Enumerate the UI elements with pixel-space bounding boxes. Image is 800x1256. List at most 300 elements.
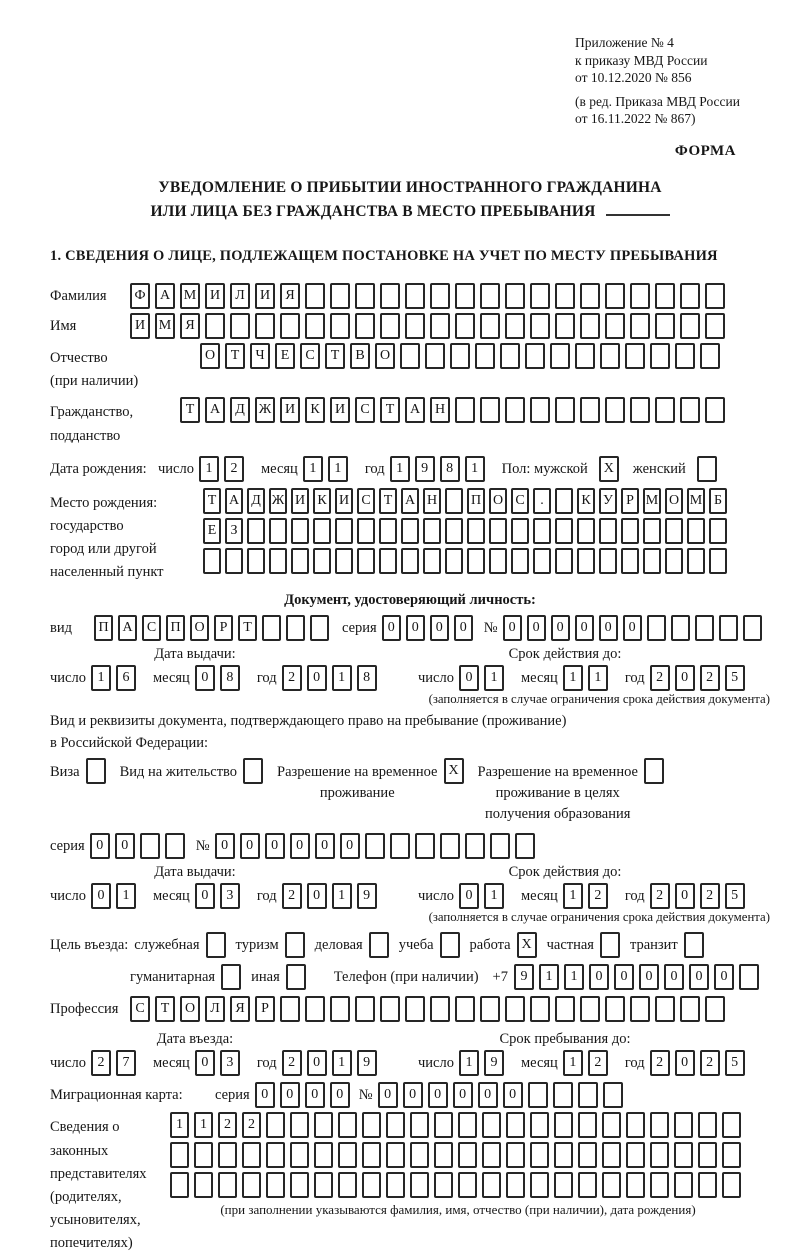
char-cell[interactable]: Ж: [255, 397, 275, 423]
char-cell[interactable]: [247, 548, 265, 574]
char-cell[interactable]: [528, 1082, 548, 1108]
char-cell[interactable]: 0: [382, 615, 401, 641]
char-cell[interactable]: [445, 518, 463, 544]
char-cell[interactable]: 5: [725, 665, 745, 691]
char-cell[interactable]: К: [577, 488, 595, 514]
char-cell[interactable]: А: [225, 488, 243, 514]
char-cell[interactable]: 0: [551, 615, 570, 641]
char-cell[interactable]: [675, 343, 695, 369]
char-cell[interactable]: [305, 313, 325, 339]
char-cell[interactable]: [266, 1112, 285, 1138]
purpose-other-checkbox[interactable]: [286, 964, 306, 990]
char-cell[interactable]: 2: [242, 1112, 261, 1138]
char-cell[interactable]: [555, 488, 573, 514]
char-cell[interactable]: Ж: [269, 488, 287, 514]
char-cell[interactable]: [430, 283, 450, 309]
char-cell[interactable]: [291, 548, 309, 574]
char-cell[interactable]: 2: [282, 883, 302, 909]
char-cell[interactable]: [465, 833, 485, 859]
char-cell[interactable]: Я: [230, 996, 250, 1022]
char-cell[interactable]: [410, 1142, 429, 1168]
char-cell[interactable]: [705, 996, 725, 1022]
char-cell[interactable]: [550, 343, 570, 369]
char-cell[interactable]: [687, 518, 705, 544]
char-cell[interactable]: [335, 548, 353, 574]
char-cell[interactable]: 2: [650, 883, 670, 909]
char-cell[interactable]: [330, 996, 350, 1022]
sex-female-checkbox[interactable]: [697, 456, 717, 482]
char-cell[interactable]: [266, 1142, 285, 1168]
char-cell[interactable]: [482, 1172, 501, 1198]
char-cell[interactable]: О: [375, 343, 395, 369]
char-cell[interactable]: [577, 518, 595, 544]
char-cell[interactable]: С: [130, 996, 150, 1022]
char-cell[interactable]: 2: [218, 1112, 237, 1138]
char-cell[interactable]: [480, 283, 500, 309]
char-cell[interactable]: [655, 397, 675, 423]
char-cell[interactable]: И: [205, 283, 225, 309]
char-cell[interactable]: 0: [430, 615, 449, 641]
char-cell[interactable]: [380, 283, 400, 309]
char-cell[interactable]: [605, 313, 625, 339]
char-cell[interactable]: 1: [588, 665, 608, 691]
char-cell[interactable]: Т: [180, 397, 200, 423]
char-cell[interactable]: 0: [459, 883, 479, 909]
char-cell[interactable]: .: [533, 488, 551, 514]
char-cell[interactable]: Т: [379, 488, 397, 514]
char-cell[interactable]: 2: [282, 665, 302, 691]
char-cell[interactable]: [722, 1112, 741, 1138]
char-cell[interactable]: С: [511, 488, 529, 514]
char-cell[interactable]: К: [313, 488, 331, 514]
char-cell[interactable]: [480, 397, 500, 423]
char-cell[interactable]: [722, 1172, 741, 1198]
char-cell[interactable]: К: [305, 397, 325, 423]
char-cell[interactable]: 0: [305, 1082, 325, 1108]
char-cell[interactable]: 0: [454, 615, 473, 641]
char-cell[interactable]: [242, 1172, 261, 1198]
char-cell[interactable]: 0: [614, 964, 634, 990]
char-cell[interactable]: 0: [459, 665, 479, 691]
char-cell[interactable]: Я: [280, 283, 300, 309]
char-cell[interactable]: Р: [621, 488, 639, 514]
char-cell[interactable]: 0: [599, 615, 618, 641]
char-cell[interactable]: 0: [639, 964, 659, 990]
char-cell[interactable]: [405, 313, 425, 339]
char-cell[interactable]: 8: [220, 665, 240, 691]
char-cell[interactable]: [140, 833, 160, 859]
char-cell[interactable]: 0: [307, 1050, 327, 1076]
char-cell[interactable]: 1: [390, 456, 410, 482]
char-cell[interactable]: [555, 996, 575, 1022]
char-cell[interactable]: 0: [675, 665, 695, 691]
char-cell[interactable]: [482, 1112, 501, 1138]
char-cell[interactable]: А: [401, 488, 419, 514]
purpose-business-checkbox[interactable]: [206, 932, 226, 958]
char-cell[interactable]: [430, 996, 450, 1022]
char-cell[interactable]: 2: [224, 456, 244, 482]
char-cell[interactable]: [599, 518, 617, 544]
char-cell[interactable]: [386, 1172, 405, 1198]
char-cell[interactable]: О: [665, 488, 683, 514]
char-cell[interactable]: 1: [484, 665, 504, 691]
study-permit-checkbox[interactable]: [644, 758, 664, 784]
char-cell[interactable]: [467, 518, 485, 544]
char-cell[interactable]: [739, 964, 759, 990]
char-cell[interactable]: [578, 1142, 597, 1168]
char-cell[interactable]: [555, 548, 573, 574]
visa-checkbox[interactable]: [86, 758, 106, 784]
char-cell[interactable]: И: [335, 488, 353, 514]
char-cell[interactable]: [506, 1112, 525, 1138]
char-cell[interactable]: [225, 548, 243, 574]
char-cell[interactable]: П: [467, 488, 485, 514]
char-cell[interactable]: Ч: [250, 343, 270, 369]
char-cell[interactable]: П: [166, 615, 185, 641]
char-cell[interactable]: [722, 1142, 741, 1168]
char-cell[interactable]: [430, 313, 450, 339]
char-cell[interactable]: А: [118, 615, 137, 641]
char-cell[interactable]: [445, 488, 463, 514]
char-cell[interactable]: 2: [650, 1050, 670, 1076]
char-cell[interactable]: 2: [700, 665, 720, 691]
char-cell[interactable]: О: [489, 488, 507, 514]
char-cell[interactable]: 9: [514, 964, 534, 990]
char-cell[interactable]: [578, 1172, 597, 1198]
char-cell[interactable]: [680, 996, 700, 1022]
char-cell[interactable]: 0: [378, 1082, 398, 1108]
char-cell[interactable]: [530, 996, 550, 1022]
char-cell[interactable]: [698, 1172, 717, 1198]
char-cell[interactable]: 1: [91, 665, 111, 691]
char-cell[interactable]: 2: [91, 1050, 111, 1076]
char-cell[interactable]: Д: [230, 397, 250, 423]
char-cell[interactable]: [577, 548, 595, 574]
char-cell[interactable]: [650, 1142, 669, 1168]
char-cell[interactable]: [553, 1082, 573, 1108]
char-cell[interactable]: [480, 996, 500, 1022]
char-cell[interactable]: [525, 343, 545, 369]
char-cell[interactable]: [626, 1142, 645, 1168]
char-cell[interactable]: [605, 397, 625, 423]
char-cell[interactable]: 2: [282, 1050, 302, 1076]
char-cell[interactable]: 1: [194, 1112, 213, 1138]
char-cell[interactable]: [355, 313, 375, 339]
char-cell[interactable]: 1: [539, 964, 559, 990]
sex-male-checkbox[interactable]: X: [599, 456, 619, 482]
char-cell[interactable]: 1: [170, 1112, 189, 1138]
char-cell[interactable]: 9: [357, 883, 377, 909]
char-cell[interactable]: 0: [195, 883, 215, 909]
char-cell[interactable]: О: [180, 996, 200, 1022]
char-cell[interactable]: [505, 313, 525, 339]
char-cell[interactable]: [314, 1142, 333, 1168]
char-cell[interactable]: [665, 518, 683, 544]
char-cell[interactable]: [218, 1142, 237, 1168]
char-cell[interactable]: [423, 548, 441, 574]
char-cell[interactable]: [314, 1112, 333, 1138]
char-cell[interactable]: 1: [199, 456, 219, 482]
purpose-transit-checkbox[interactable]: [684, 932, 704, 958]
char-cell[interactable]: [305, 996, 325, 1022]
char-cell[interactable]: [458, 1112, 477, 1138]
char-cell[interactable]: [455, 313, 475, 339]
char-cell[interactable]: [401, 518, 419, 544]
char-cell[interactable]: Р: [214, 615, 233, 641]
char-cell[interactable]: 1: [116, 883, 136, 909]
char-cell[interactable]: [280, 313, 300, 339]
temp-permit-checkbox[interactable]: X: [444, 758, 464, 784]
char-cell[interactable]: [655, 996, 675, 1022]
char-cell[interactable]: [674, 1112, 693, 1138]
char-cell[interactable]: 8: [440, 456, 460, 482]
char-cell[interactable]: [380, 996, 400, 1022]
char-cell[interactable]: [400, 343, 420, 369]
char-cell[interactable]: [709, 518, 727, 544]
char-cell[interactable]: [401, 548, 419, 574]
char-cell[interactable]: [255, 313, 275, 339]
char-cell[interactable]: [405, 283, 425, 309]
char-cell[interactable]: [530, 1142, 549, 1168]
char-cell[interactable]: [242, 1142, 261, 1168]
char-cell[interactable]: [698, 1112, 717, 1138]
char-cell[interactable]: [291, 518, 309, 544]
char-cell[interactable]: [480, 313, 500, 339]
char-cell[interactable]: [580, 283, 600, 309]
char-cell[interactable]: [170, 1142, 189, 1168]
char-cell[interactable]: 9: [484, 1050, 504, 1076]
char-cell[interactable]: [247, 518, 265, 544]
char-cell[interactable]: С: [355, 397, 375, 423]
char-cell[interactable]: [511, 548, 529, 574]
char-cell[interactable]: 1: [563, 665, 583, 691]
char-cell[interactable]: [674, 1172, 693, 1198]
char-cell[interactable]: 0: [453, 1082, 473, 1108]
char-cell[interactable]: [621, 518, 639, 544]
purpose-tourism-checkbox[interactable]: [285, 932, 305, 958]
char-cell[interactable]: И: [280, 397, 300, 423]
char-cell[interactable]: 0: [307, 883, 327, 909]
char-cell[interactable]: [719, 615, 738, 641]
char-cell[interactable]: [695, 615, 714, 641]
char-cell[interactable]: 0: [575, 615, 594, 641]
char-cell[interactable]: [709, 548, 727, 574]
char-cell[interactable]: [630, 996, 650, 1022]
char-cell[interactable]: 0: [406, 615, 425, 641]
char-cell[interactable]: 1: [564, 964, 584, 990]
char-cell[interactable]: [655, 283, 675, 309]
char-cell[interactable]: И: [255, 283, 275, 309]
char-cell[interactable]: 1: [563, 883, 583, 909]
char-cell[interactable]: А: [205, 397, 225, 423]
char-cell[interactable]: [386, 1142, 405, 1168]
char-cell[interactable]: 2: [588, 883, 608, 909]
purpose-commercial-checkbox[interactable]: [369, 932, 389, 958]
char-cell[interactable]: [580, 313, 600, 339]
char-cell[interactable]: [313, 548, 331, 574]
char-cell[interactable]: [194, 1142, 213, 1168]
char-cell[interactable]: [338, 1172, 357, 1198]
char-cell[interactable]: [455, 283, 475, 309]
char-cell[interactable]: [680, 283, 700, 309]
char-cell[interactable]: [357, 518, 375, 544]
char-cell[interactable]: [489, 518, 507, 544]
char-cell[interactable]: Я: [180, 313, 200, 339]
char-cell[interactable]: [362, 1142, 381, 1168]
char-cell[interactable]: [533, 548, 551, 574]
char-cell[interactable]: [467, 548, 485, 574]
char-cell[interactable]: [630, 313, 650, 339]
char-cell[interactable]: С: [142, 615, 161, 641]
char-cell[interactable]: 2: [700, 883, 720, 909]
char-cell[interactable]: [554, 1172, 573, 1198]
char-cell[interactable]: 0: [503, 615, 522, 641]
char-cell[interactable]: [630, 283, 650, 309]
char-cell[interactable]: 7: [116, 1050, 136, 1076]
char-cell[interactable]: [533, 518, 551, 544]
char-cell[interactable]: [218, 1172, 237, 1198]
char-cell[interactable]: [603, 1082, 623, 1108]
char-cell[interactable]: 0: [340, 833, 360, 859]
char-cell[interactable]: Ф: [130, 283, 150, 309]
char-cell[interactable]: О: [200, 343, 220, 369]
char-cell[interactable]: 0: [478, 1082, 498, 1108]
char-cell[interactable]: [680, 313, 700, 339]
char-cell[interactable]: [475, 343, 495, 369]
char-cell[interactable]: [425, 343, 445, 369]
char-cell[interactable]: 0: [280, 1082, 300, 1108]
char-cell[interactable]: 2: [650, 665, 670, 691]
char-cell[interactable]: [405, 996, 425, 1022]
char-cell[interactable]: [455, 996, 475, 1022]
char-cell[interactable]: [280, 996, 300, 1022]
char-cell[interactable]: Д: [247, 488, 265, 514]
char-cell[interactable]: [450, 343, 470, 369]
char-cell[interactable]: У: [599, 488, 617, 514]
char-cell[interactable]: [390, 833, 410, 859]
char-cell[interactable]: [530, 313, 550, 339]
char-cell[interactable]: [554, 1112, 573, 1138]
char-cell[interactable]: 0: [115, 833, 135, 859]
char-cell[interactable]: 0: [675, 883, 695, 909]
char-cell[interactable]: 1: [465, 456, 485, 482]
char-cell[interactable]: 0: [195, 1050, 215, 1076]
char-cell[interactable]: 1: [563, 1050, 583, 1076]
char-cell[interactable]: [194, 1172, 213, 1198]
char-cell[interactable]: 0: [290, 833, 310, 859]
purpose-study-checkbox[interactable]: [440, 932, 460, 958]
char-cell[interactable]: [630, 397, 650, 423]
char-cell[interactable]: 1: [459, 1050, 479, 1076]
char-cell[interactable]: И: [130, 313, 150, 339]
char-cell[interactable]: [290, 1172, 309, 1198]
char-cell[interactable]: [530, 1112, 549, 1138]
char-cell[interactable]: 0: [307, 665, 327, 691]
char-cell[interactable]: Л: [205, 996, 225, 1022]
char-cell[interactable]: 6: [116, 665, 136, 691]
char-cell[interactable]: [555, 283, 575, 309]
char-cell[interactable]: [599, 548, 617, 574]
char-cell[interactable]: [434, 1142, 453, 1168]
char-cell[interactable]: [680, 397, 700, 423]
char-cell[interactable]: [700, 343, 720, 369]
char-cell[interactable]: [380, 313, 400, 339]
char-cell[interactable]: [580, 996, 600, 1022]
char-cell[interactable]: [505, 996, 525, 1022]
char-cell[interactable]: [530, 283, 550, 309]
char-cell[interactable]: [743, 615, 762, 641]
char-cell[interactable]: [671, 615, 690, 641]
char-cell[interactable]: [643, 518, 661, 544]
char-cell[interactable]: 1: [484, 883, 504, 909]
char-cell[interactable]: А: [405, 397, 425, 423]
char-cell[interactable]: [506, 1142, 525, 1168]
char-cell[interactable]: В: [350, 343, 370, 369]
char-cell[interactable]: [410, 1112, 429, 1138]
char-cell[interactable]: [458, 1142, 477, 1168]
char-cell[interactable]: [338, 1112, 357, 1138]
char-cell[interactable]: 0: [240, 833, 260, 859]
char-cell[interactable]: [602, 1142, 621, 1168]
purpose-humanitarian-checkbox[interactable]: [221, 964, 241, 990]
char-cell[interactable]: М: [155, 313, 175, 339]
char-cell[interactable]: [511, 518, 529, 544]
char-cell[interactable]: [505, 397, 525, 423]
char-cell[interactable]: [415, 833, 435, 859]
char-cell[interactable]: [650, 1112, 669, 1138]
char-cell[interactable]: Т: [225, 343, 245, 369]
char-cell[interactable]: [269, 518, 287, 544]
char-cell[interactable]: И: [330, 397, 350, 423]
char-cell[interactable]: 0: [215, 833, 235, 859]
char-cell[interactable]: [515, 833, 535, 859]
char-cell[interactable]: 0: [428, 1082, 448, 1108]
char-cell[interactable]: [602, 1172, 621, 1198]
char-cell[interactable]: 0: [330, 1082, 350, 1108]
char-cell[interactable]: [357, 548, 375, 574]
char-cell[interactable]: [650, 343, 670, 369]
char-cell[interactable]: 2: [700, 1050, 720, 1076]
char-cell[interactable]: 5: [725, 883, 745, 909]
char-cell[interactable]: [338, 1142, 357, 1168]
char-cell[interactable]: 0: [195, 665, 215, 691]
char-cell[interactable]: 8: [357, 665, 377, 691]
char-cell[interactable]: Е: [275, 343, 295, 369]
char-cell[interactable]: М: [643, 488, 661, 514]
char-cell[interactable]: 9: [357, 1050, 377, 1076]
char-cell[interactable]: О: [190, 615, 209, 641]
char-cell[interactable]: [458, 1172, 477, 1198]
char-cell[interactable]: 1: [332, 883, 352, 909]
char-cell[interactable]: [314, 1172, 333, 1198]
char-cell[interactable]: [355, 996, 375, 1022]
char-cell[interactable]: 0: [265, 833, 285, 859]
purpose-private-checkbox[interactable]: [600, 932, 620, 958]
char-cell[interactable]: [626, 1112, 645, 1138]
char-cell[interactable]: 1: [303, 456, 323, 482]
char-cell[interactable]: [379, 518, 397, 544]
char-cell[interactable]: [330, 313, 350, 339]
char-cell[interactable]: [705, 397, 725, 423]
char-cell[interactable]: 0: [503, 1082, 523, 1108]
char-cell[interactable]: 5: [725, 1050, 745, 1076]
char-cell[interactable]: 0: [315, 833, 335, 859]
char-cell[interactable]: 0: [689, 964, 709, 990]
char-cell[interactable]: А: [155, 283, 175, 309]
char-cell[interactable]: [290, 1112, 309, 1138]
char-cell[interactable]: 0: [91, 883, 111, 909]
char-cell[interactable]: [482, 1142, 501, 1168]
